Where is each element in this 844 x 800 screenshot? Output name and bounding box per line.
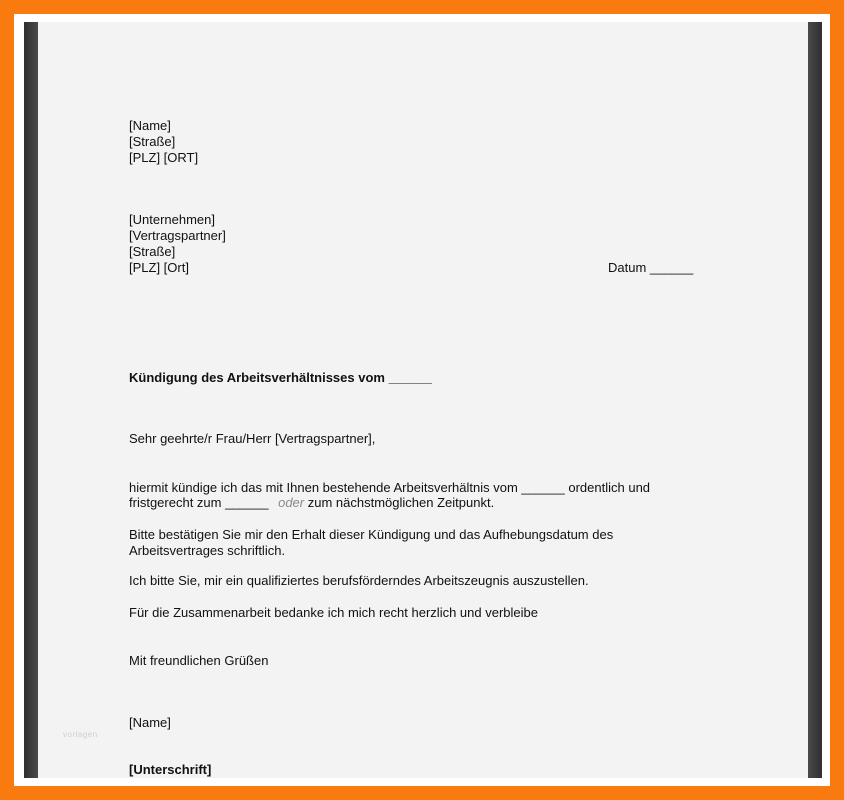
sender-city: [PLZ] [ORT] — [129, 150, 199, 165]
body-paragraph-1-line-2 — [129, 495, 494, 511]
body-paragraph-2-line-2: Arbeitsvertrages schriftlich. — [129, 543, 286, 558]
sender-street: [Straße] — [129, 134, 176, 149]
page-shadow-left — [24, 22, 38, 778]
body-paragraph-1-text-a: fristgerecht zum ______ — [129, 495, 269, 510]
page-shadow-right — [808, 22, 822, 778]
recipient-city: [PLZ] [Ort] — [129, 260, 189, 275]
salutation: Sehr geehrte/r Frau/Herr [Vertragspartner], — [129, 431, 376, 446]
body-paragraph-1-or: oder — [278, 495, 305, 510]
signature-name: [Name] — [129, 715, 171, 730]
body-paragraph-3: Ich bitte Sie, mir ein qualifiziertes berufsförderndes Arbeitszeugnis auszustellen. — [129, 573, 589, 588]
date-line: Datum ______ — [608, 260, 694, 275]
subject-line: Kündigung des Arbeitsverhältnisses vom ______ — [129, 370, 432, 385]
body-paragraph-1-text-b: zum nächstmöglichen Zeitpunkt. — [307, 495, 495, 510]
body-paragraph-4: Für die Zusammenarbeit bedanke ich mich recht herzlich und verbleibe — [129, 605, 538, 620]
recipient-street: [Straße] — [129, 244, 176, 259]
sender-name: [Name] — [129, 118, 171, 133]
body-paragraph-2-line-1: Bitte bestätigen Sie mir den Erhalt dieser Kündigung und das Aufhebungsdatum des — [129, 527, 614, 542]
closing-greeting: Mit freundlichen Grüßen — [129, 653, 269, 668]
watermark-text: vorlagen — [63, 730, 98, 739]
body-paragraph-1-line-1: hiermit kündige ich das mit Ihnen bestehende Arbeitsverhältnis vom ______ ordentlich und — [129, 480, 651, 495]
recipient-contact: [Vertragspartner] — [129, 228, 226, 243]
document-page — [38, 22, 808, 778]
recipient-company: [Unternehmen] — [129, 212, 215, 227]
signature-label: [Unterschrift] — [129, 762, 212, 777]
